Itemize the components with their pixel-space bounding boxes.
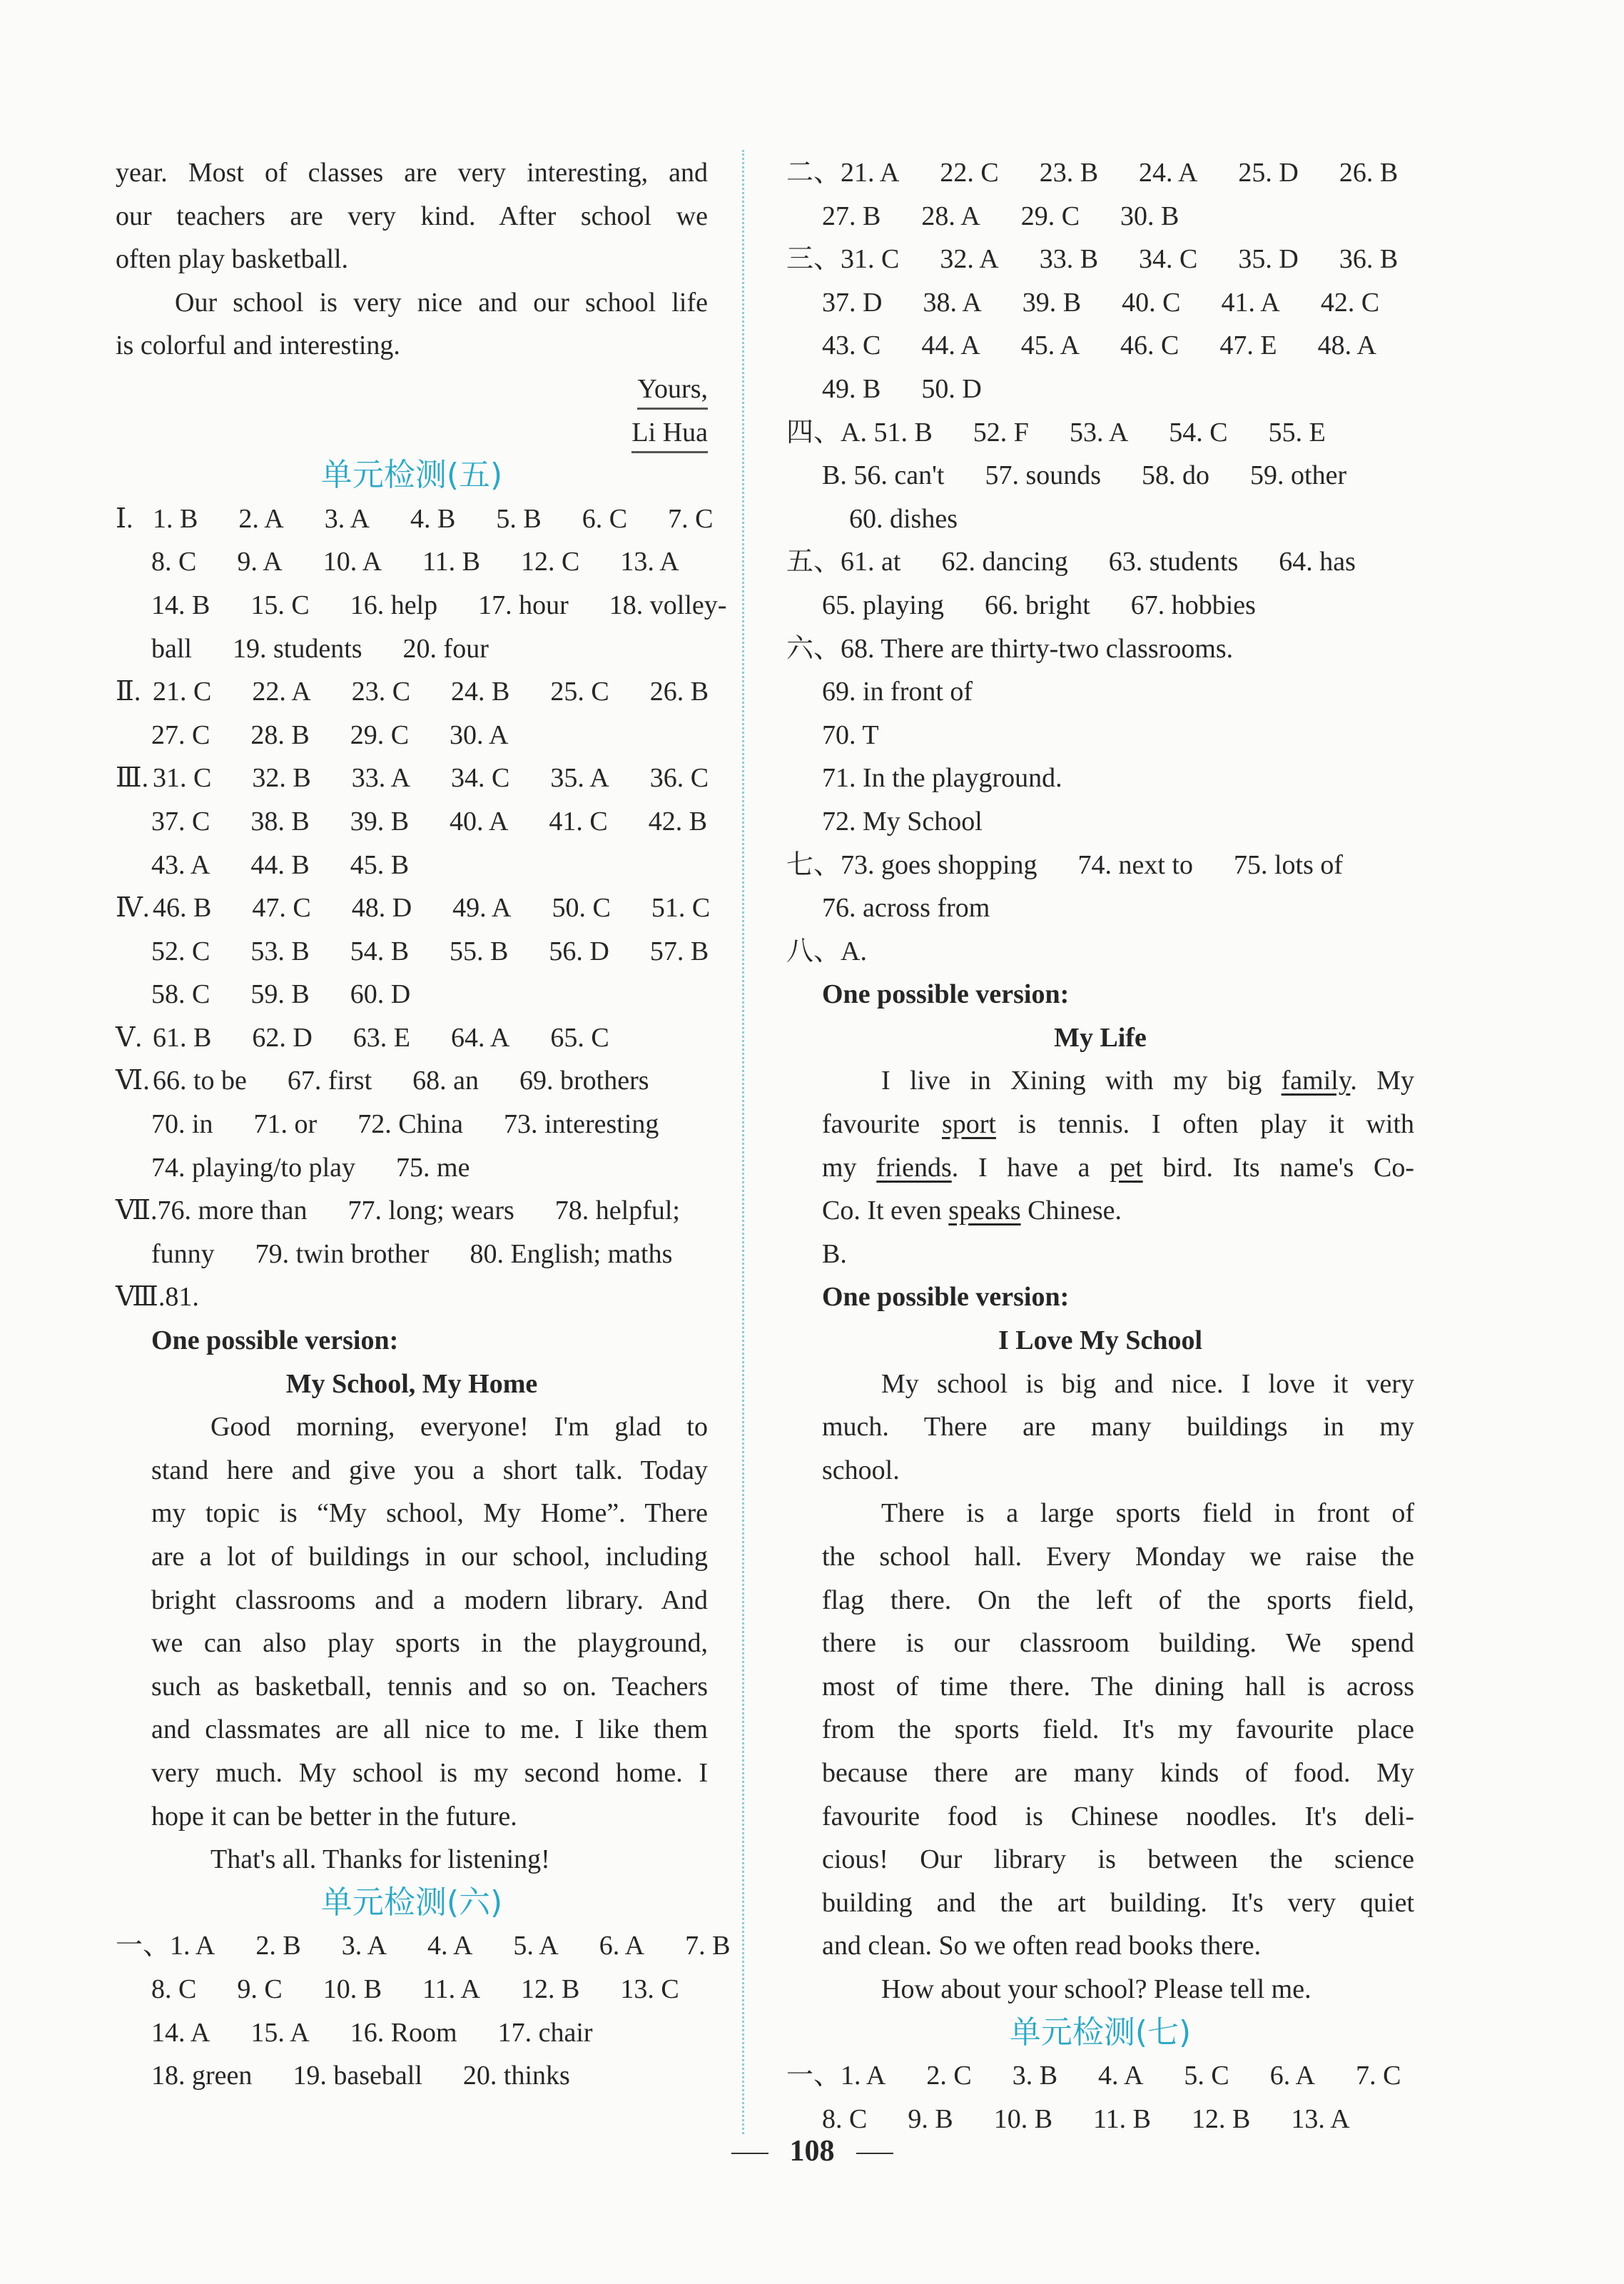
line-text: because there are many kinds of food. My <box>822 1757 1414 1788</box>
text-line <box>116 540 708 584</box>
line-text: and classmates are all nice to me. I like them <box>151 1714 708 1745</box>
text-line <box>116 281 708 325</box>
line-text: B. <box>822 1238 847 1269</box>
line-text: the school hall. Every Monday we raise the <box>822 1542 1414 1572</box>
text-line <box>786 757 1414 800</box>
text-line <box>116 844 708 887</box>
line-text: ball 19. students 20. four <box>151 633 489 664</box>
text-line <box>786 1449 1414 1492</box>
text-line <box>786 584 1414 627</box>
text-line <box>786 1059 1414 1103</box>
text-line <box>786 1622 1414 1665</box>
text-line <box>116 1924 731 1968</box>
question-group-marker: 八、 <box>786 936 841 966</box>
text-line <box>786 1708 1414 1752</box>
text-line <box>786 800 1414 844</box>
text-line <box>116 1016 708 1060</box>
question-group-marker: 四、 <box>786 417 841 448</box>
line-text: very much. My school is my second home. I <box>151 1757 708 1788</box>
line-text: How about your school? Please tell me. <box>881 1974 1311 2004</box>
text-segment: . I have a <box>951 1152 1110 1183</box>
text-line <box>116 584 727 627</box>
line-text: One possible version: <box>822 1282 1070 1313</box>
right-column <box>786 151 1414 2141</box>
line-text: 18. green 19. baseball 20. thinks <box>151 2061 570 2091</box>
line-text: from the sports field. It's my favourite place <box>822 1714 1414 1745</box>
text-line <box>116 497 714 541</box>
text-line <box>116 1968 708 2011</box>
section-heading <box>116 454 708 497</box>
line-text: most of time there. The dining hall is across <box>822 1671 1414 1702</box>
line-text: funny 79. twin brother 80. English; maths <box>151 1238 673 1269</box>
text-line <box>786 1838 1414 1881</box>
line-text: My School, My Home <box>285 1368 538 1399</box>
line-text: 8. C 9. B 10. B 11. B 12. B 13. A <box>822 2103 1350 2134</box>
text-line <box>786 1795 1414 1839</box>
line-text: cious! Our library is between the science <box>822 1844 1414 1875</box>
text-line <box>786 670 1414 714</box>
line-text: my topic is “My school, My Home”. There <box>151 1498 708 1529</box>
line-text: much. There are many buildings in my <box>822 1412 1414 1442</box>
text-line <box>786 238 1414 281</box>
text-line <box>786 844 1414 887</box>
underlined-word: sport <box>941 1109 996 1140</box>
section-heading <box>786 2011 1414 2055</box>
text-line <box>786 1752 1414 1795</box>
question-group-marker: 一、 <box>786 2061 841 2091</box>
text-line <box>786 1103 1414 1146</box>
text-line <box>116 324 708 368</box>
line-text: 58. C 59. B 60. D <box>151 979 411 1010</box>
line-text: 8. C 9. A 10. A 11. B 12. C 13. A <box>151 547 679 577</box>
line-text: and clean. So we often read books there. <box>822 1931 1262 1961</box>
line-text: 72. My School <box>822 806 983 837</box>
line-text: 1. A 2. C 3. B 4. A 5. C 6. A 7. C <box>841 2061 1401 2091</box>
text-segment: Co. It even <box>822 1196 949 1226</box>
text-line <box>116 1838 708 1881</box>
text-line <box>786 1363 1414 1406</box>
line-text: bright classrooms and a modern library. And <box>151 1585 708 1615</box>
text-line <box>786 2054 1414 2098</box>
text-line <box>116 1319 708 1363</box>
text-line <box>116 195 708 238</box>
text-line <box>116 886 711 930</box>
line-text: 61. at 62. dancing 63. students 64. has <box>841 547 1356 577</box>
text-line <box>116 1405 708 1449</box>
line-text: school. <box>822 1455 900 1485</box>
signature-text: Li Hua <box>631 414 708 453</box>
line-text: That's all. Thanks for listening! <box>210 1844 550 1875</box>
text-line <box>786 281 1414 325</box>
text-line <box>116 757 708 800</box>
text-line <box>786 973 1414 1016</box>
question-group-marker: Ⅴ. <box>116 1022 142 1053</box>
text-line <box>786 1665 1414 1709</box>
line-text: 49. B 50. D <box>822 373 982 404</box>
line-text: year. Most of classes are very interesting, and <box>116 158 708 188</box>
line-text: 31. C 32. B 33. A 34. C 35. A 36. C <box>153 763 709 794</box>
question-group-marker: Ⅷ. <box>116 1282 166 1313</box>
text-line <box>786 411 1414 455</box>
question-group-marker: 二、 <box>786 158 841 188</box>
question-group-marker: 七、 <box>786 849 841 880</box>
text-line <box>116 368 708 411</box>
signature-text: Yours, <box>637 370 708 410</box>
line-text: 21. A 22. C 23. B 24. A 25. D 26. B <box>841 158 1399 188</box>
line-text: A. 51. B 52. F 53. A 54. C 55. E <box>841 417 1326 448</box>
text-line <box>786 1275 1414 1319</box>
text-line <box>786 540 1414 584</box>
text-line <box>116 1795 708 1839</box>
text-line <box>786 151 1414 195</box>
text-line <box>116 1752 708 1795</box>
question-group-marker: Ⅵ. <box>116 1066 150 1096</box>
text-line <box>786 1189 1414 1233</box>
text-line <box>116 627 708 671</box>
line-text: 60. dishes <box>849 503 958 534</box>
line-text: 69. in front of <box>822 677 973 707</box>
text-line <box>786 930 1414 974</box>
line-text: 31. C 32. A 33. B 34. C 35. D 36. B <box>841 244 1399 275</box>
text-line <box>786 1881 1414 1925</box>
text-line <box>786 454 1414 497</box>
text-line <box>116 1535 708 1579</box>
line-text: 21. C 22. A 23. C 24. B 25. C 26. B <box>153 677 709 707</box>
question-group-marker: Ⅰ. <box>116 503 133 534</box>
line-text: 1. B 2. A 3. A 4. B 5. B 6. C 7. C <box>153 503 714 534</box>
line-text: stand here and give you a short talk. Today <box>151 1455 708 1485</box>
text-line <box>116 1189 708 1233</box>
line-text: our teachers are very kind. After school we <box>116 201 708 231</box>
text-line <box>786 1924 1414 1968</box>
question-group-marker: Ⅱ. <box>116 677 141 707</box>
underlined-word: speaks <box>948 1196 1021 1226</box>
text-line <box>116 1708 708 1752</box>
line-text: Good morning, everyone! I'm glad to <box>210 1412 708 1442</box>
line-text: 76. across from <box>822 893 990 924</box>
line-text: 单元检测(七) <box>1009 2013 1192 2051</box>
line-text: B. 56. can't 57. sounds 58. do 59. other <box>822 460 1347 491</box>
text-segment: Chinese. <box>1020 1196 1122 1226</box>
line-text: 43. C 44. A 45. A 46. C 47. E 48. A <box>822 330 1376 361</box>
text-segment: favourite <box>822 1109 942 1140</box>
line-text: hope it can be better in the future. <box>151 1801 517 1831</box>
text-line <box>786 1492 1414 1535</box>
line-text: 68. There are thirty-two classrooms. <box>841 633 1234 664</box>
text-line <box>116 1449 708 1492</box>
text-line <box>116 2054 708 2098</box>
line-text: there is our classroom building. We spend <box>822 1628 1414 1659</box>
line-text: Our school is very nice and our school life <box>175 287 708 318</box>
line-text: 61. B 62. D 63. E 64. A 65. C <box>153 1022 609 1053</box>
line-text: are a lot of buildings in our school, including <box>151 1542 708 1572</box>
text-line <box>786 195 1414 238</box>
text-line <box>786 1233 1414 1276</box>
text-line <box>116 2011 708 2055</box>
text-line <box>786 886 1414 930</box>
text-line <box>786 1535 1414 1579</box>
text-line <box>116 1103 708 1146</box>
text-line <box>786 1579 1414 1622</box>
text-line <box>116 1579 708 1622</box>
text-line <box>786 1319 1414 1363</box>
section-heading <box>116 1881 708 1925</box>
text-line <box>116 1665 708 1709</box>
line-text: 70. in 71. or 72. China 73. interesting <box>151 1109 659 1140</box>
line-text: 14. B 15. C 16. help 17. hour 18. volley- <box>151 590 727 620</box>
text-line <box>116 714 708 757</box>
text-segment: bird. Its name's Co- <box>1142 1152 1414 1183</box>
line-text: 单元检测(六) <box>320 1884 503 1921</box>
line-text: often play basketball. <box>116 244 349 275</box>
line-text: There is a large sports field in front of <box>881 1498 1414 1529</box>
text-line <box>116 670 708 714</box>
line-text: 单元检测(五) <box>320 457 503 494</box>
line-text: 76. more than 77. long; wears 78. helpful; <box>157 1196 680 1226</box>
line-text: 14. A 15. A 16. Room 17. chair <box>151 2017 593 2048</box>
line-text: building and the art building. It's very quiet <box>822 1887 1414 1918</box>
line-text: 46. B 47. C 48. D 49. A 50. C 51. C <box>153 893 711 924</box>
question-group-marker: Ⅳ. <box>116 893 150 924</box>
text-line <box>786 497 1414 541</box>
line-text: 27. B 28. A 29. C 30. B <box>822 201 1179 231</box>
text-line <box>116 1275 708 1319</box>
line-text: 81. <box>165 1282 199 1313</box>
text-line <box>786 368 1414 411</box>
line-text: One possible version: <box>822 979 1070 1010</box>
underlined-word: pet <box>1110 1152 1143 1183</box>
text-line <box>116 973 708 1016</box>
text-line <box>116 1233 708 1276</box>
line-text: 27. C 28. B 29. C 30. A <box>151 719 509 750</box>
line-text: 37. C 38. B 39. B 40. A 41. C 42. B <box>151 806 708 837</box>
line-text: we can also play sports in the playground, <box>151 1628 708 1659</box>
question-group-marker: 六、 <box>786 633 841 664</box>
line-text: A. <box>841 936 867 966</box>
line-text: 70. T <box>822 719 879 750</box>
question-group-marker: 三、 <box>786 244 841 275</box>
text-line <box>786 1405 1414 1449</box>
line-text: 37. D 38. A 39. B 40. C 41. A 42. C <box>822 287 1380 318</box>
text-line <box>786 1968 1414 2011</box>
question-group-marker: Ⅶ. <box>116 1196 158 1226</box>
line-text: such as basketball, tennis and so on. Teachers <box>151 1671 708 1702</box>
question-group-marker: Ⅲ. <box>116 763 149 794</box>
text-line <box>116 151 708 195</box>
text-line <box>116 411 708 455</box>
line-text: 71. In the playground. <box>822 763 1062 794</box>
line-text: 65. playing 66. bright 67. hobbies <box>822 590 1256 620</box>
text-segment: is tennis. I often play it with <box>995 1109 1415 1140</box>
text-line <box>786 324 1414 368</box>
line-text: 8. C 9. C 10. B 11. A 12. B 13. C <box>151 1974 679 2004</box>
text-line <box>786 714 1414 757</box>
line-text: 74. playing/to play 75. me <box>151 1152 470 1183</box>
line-text: One possible version: <box>151 1325 399 1356</box>
line-text: 1. A 2. B 3. A 4. A 5. A 6. A 7. B <box>170 1931 731 1961</box>
text-line <box>786 627 1414 671</box>
text-segment: . My <box>1350 1066 1414 1096</box>
text-line <box>786 1016 1414 1060</box>
text-line <box>116 1146 708 1190</box>
line-text: I Love My School <box>998 1325 1203 1356</box>
text-line <box>786 1146 1414 1190</box>
text-line <box>116 238 708 281</box>
text-line <box>116 1059 708 1103</box>
question-group-marker: 一、 <box>116 1931 171 1961</box>
text-line <box>116 800 708 844</box>
column-divider <box>742 150 744 2134</box>
page-number: 108 <box>0 2134 1624 2168</box>
underlined-word: family <box>1281 1066 1351 1096</box>
line-text: 73. goes shopping 74. next to 75. lots of <box>841 849 1344 880</box>
line-text: 52. C 53. B 54. B 55. B 56. D 57. B <box>151 936 709 966</box>
text-line <box>116 1363 708 1406</box>
underlined-word: friends <box>876 1152 952 1183</box>
text-segment: my <box>822 1152 877 1183</box>
line-text: My school is big and nice. I love it very <box>881 1368 1414 1399</box>
line-text: favourite food is Chinese noodles. It's deli- <box>822 1801 1414 1831</box>
text-line <box>116 1622 708 1665</box>
line-text: 43. A 44. B 45. B <box>151 849 410 880</box>
line-text: flag there. On the left of the sports field, <box>822 1585 1414 1615</box>
line-text: My Life <box>1054 1022 1147 1053</box>
question-group-marker: 五、 <box>786 547 841 577</box>
line-text: 66. to be 67. first 68. an 69. brothers <box>153 1066 649 1096</box>
line-text: is colorful and interesting. <box>116 330 400 361</box>
text-line <box>116 930 708 974</box>
text-line <box>116 1492 708 1535</box>
text-segment: I live in Xining with my big <box>881 1066 1282 1096</box>
left-column <box>116 151 731 2098</box>
